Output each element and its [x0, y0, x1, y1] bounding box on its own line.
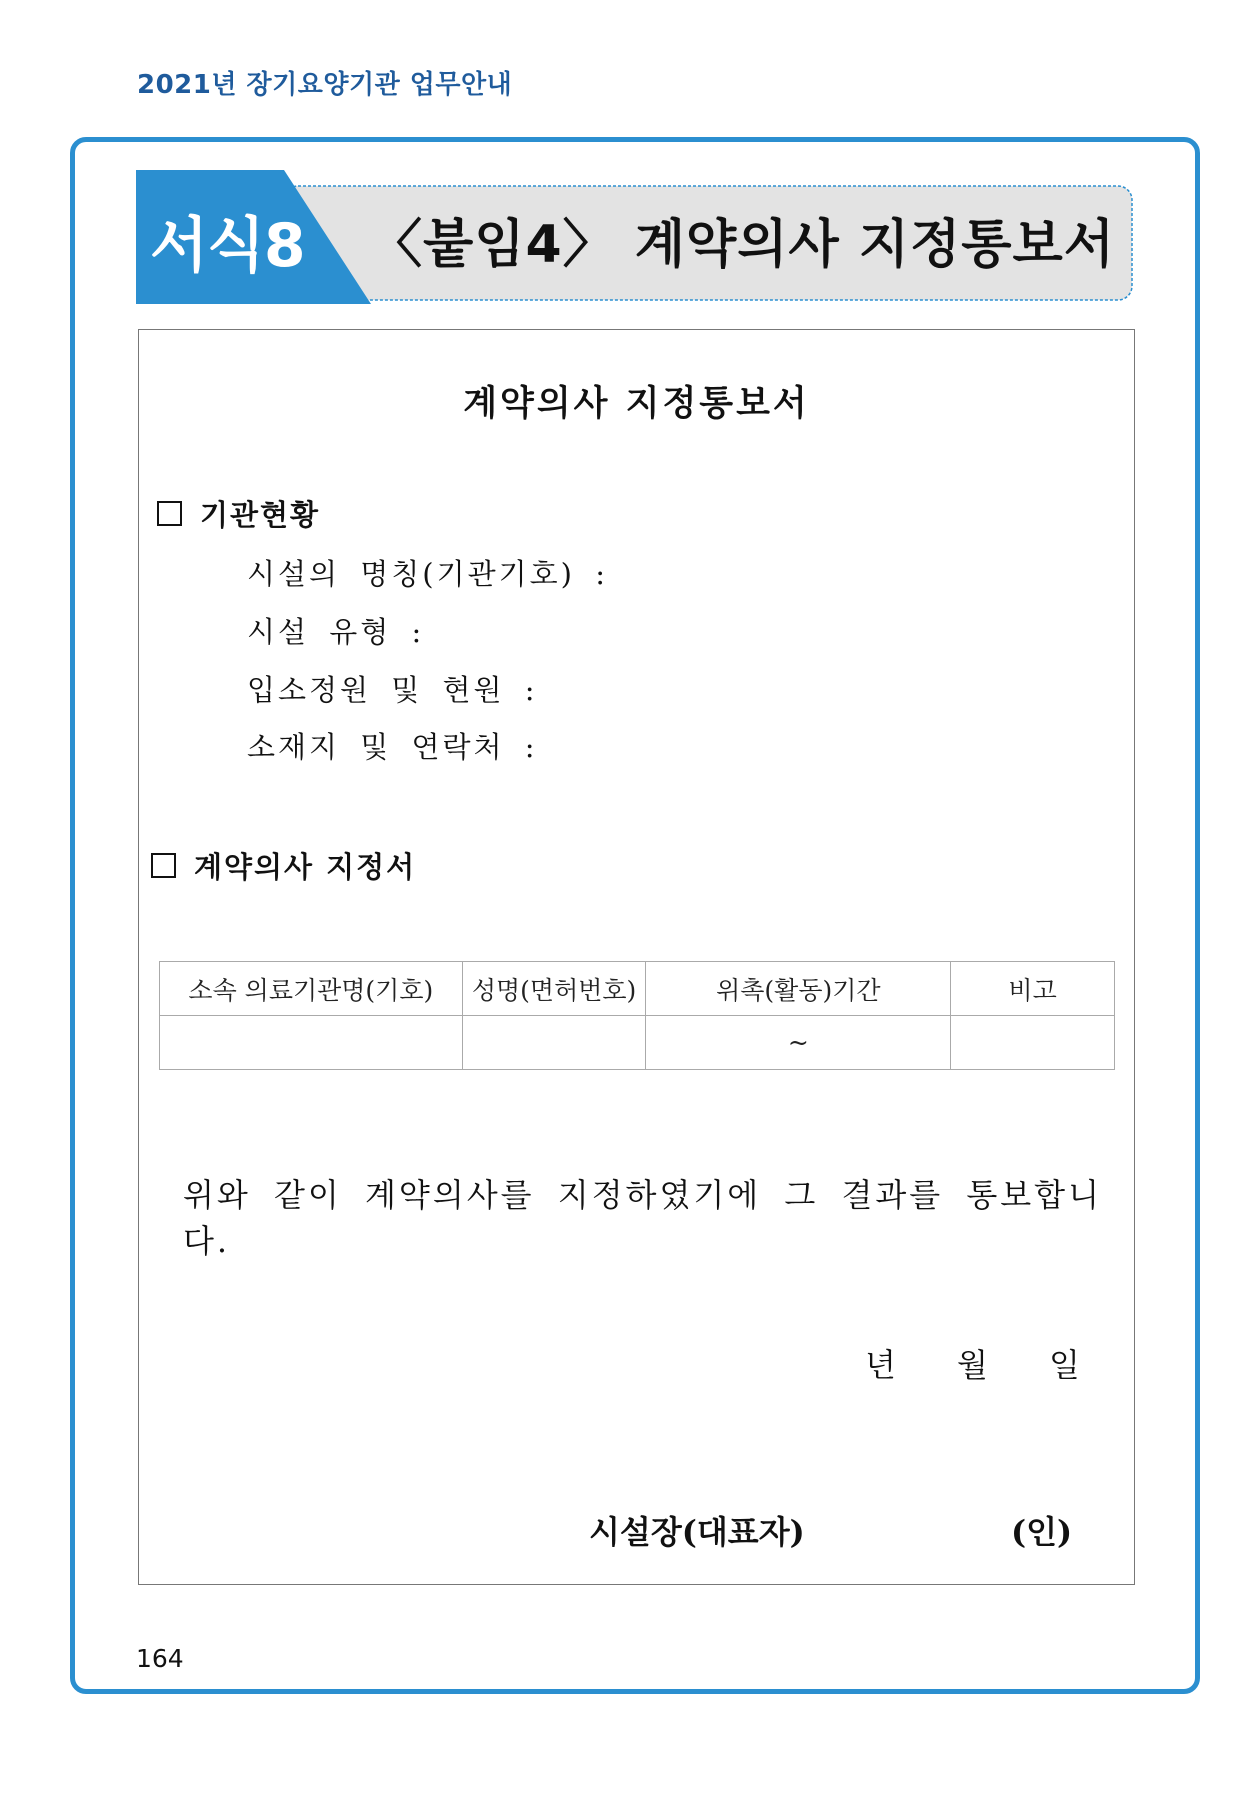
- cell-remarks[interactable]: [951, 1016, 1115, 1070]
- table-header-row: [160, 962, 1115, 1016]
- form-document: [138, 329, 1135, 1585]
- section-heading: 계약의사 지정서: [194, 850, 417, 884]
- checkbox-icon[interactable]: [151, 853, 176, 878]
- form-title-banner: [136, 170, 1136, 304]
- date-month: 월: [957, 1346, 988, 1384]
- signer-label: 시설장(대표자): [589, 1513, 805, 1551]
- contract-doctor-table: [159, 961, 1115, 1070]
- section-heading: 기관현황: [200, 498, 321, 532]
- checkbox-icon[interactable]: [157, 501, 182, 526]
- running-header: 2021년 장기요양기관 업무안내: [137, 70, 513, 100]
- form-number-tag: 서식8: [150, 211, 305, 281]
- section-contract-doctor: [151, 845, 416, 886]
- page-number: 164: [136, 1644, 184, 1673]
- cell-period[interactable]: ~: [646, 1016, 951, 1070]
- section-institution-status: [157, 493, 320, 534]
- field-facility-name: 시설의 명칭(기관기호) :: [247, 557, 608, 591]
- cell-affiliation[interactable]: [160, 1016, 463, 1070]
- table-row: [160, 1016, 1115, 1070]
- column-header-affiliation: 소속 의료기관명(기호): [160, 962, 463, 1016]
- field-location-contact: 소재지 및 연락처 :: [247, 730, 538, 764]
- notification-statement: 위와 같이 계약의사를 지정하였기에 그 결과를 통보합니다.: [183, 1176, 1103, 1260]
- seal-mark: (인): [1011, 1513, 1073, 1551]
- cell-name[interactable]: [462, 1016, 646, 1070]
- date-day: 일: [1049, 1346, 1080, 1384]
- date-year: 년: [865, 1346, 896, 1384]
- document-title: 계약의사 지정통보서: [463, 383, 810, 424]
- banner-title: 〈붙임4〉 계약의사 지정통보서: [370, 215, 1115, 275]
- field-capacity: 입소정원 및 현원 :: [247, 673, 538, 707]
- column-header-name: 성명(면허번호): [462, 962, 646, 1016]
- field-facility-type: 시설 유형 :: [247, 615, 425, 649]
- column-header-period: 위촉(활동)기간: [646, 962, 951, 1016]
- column-header-remarks: 비고: [951, 962, 1115, 1016]
